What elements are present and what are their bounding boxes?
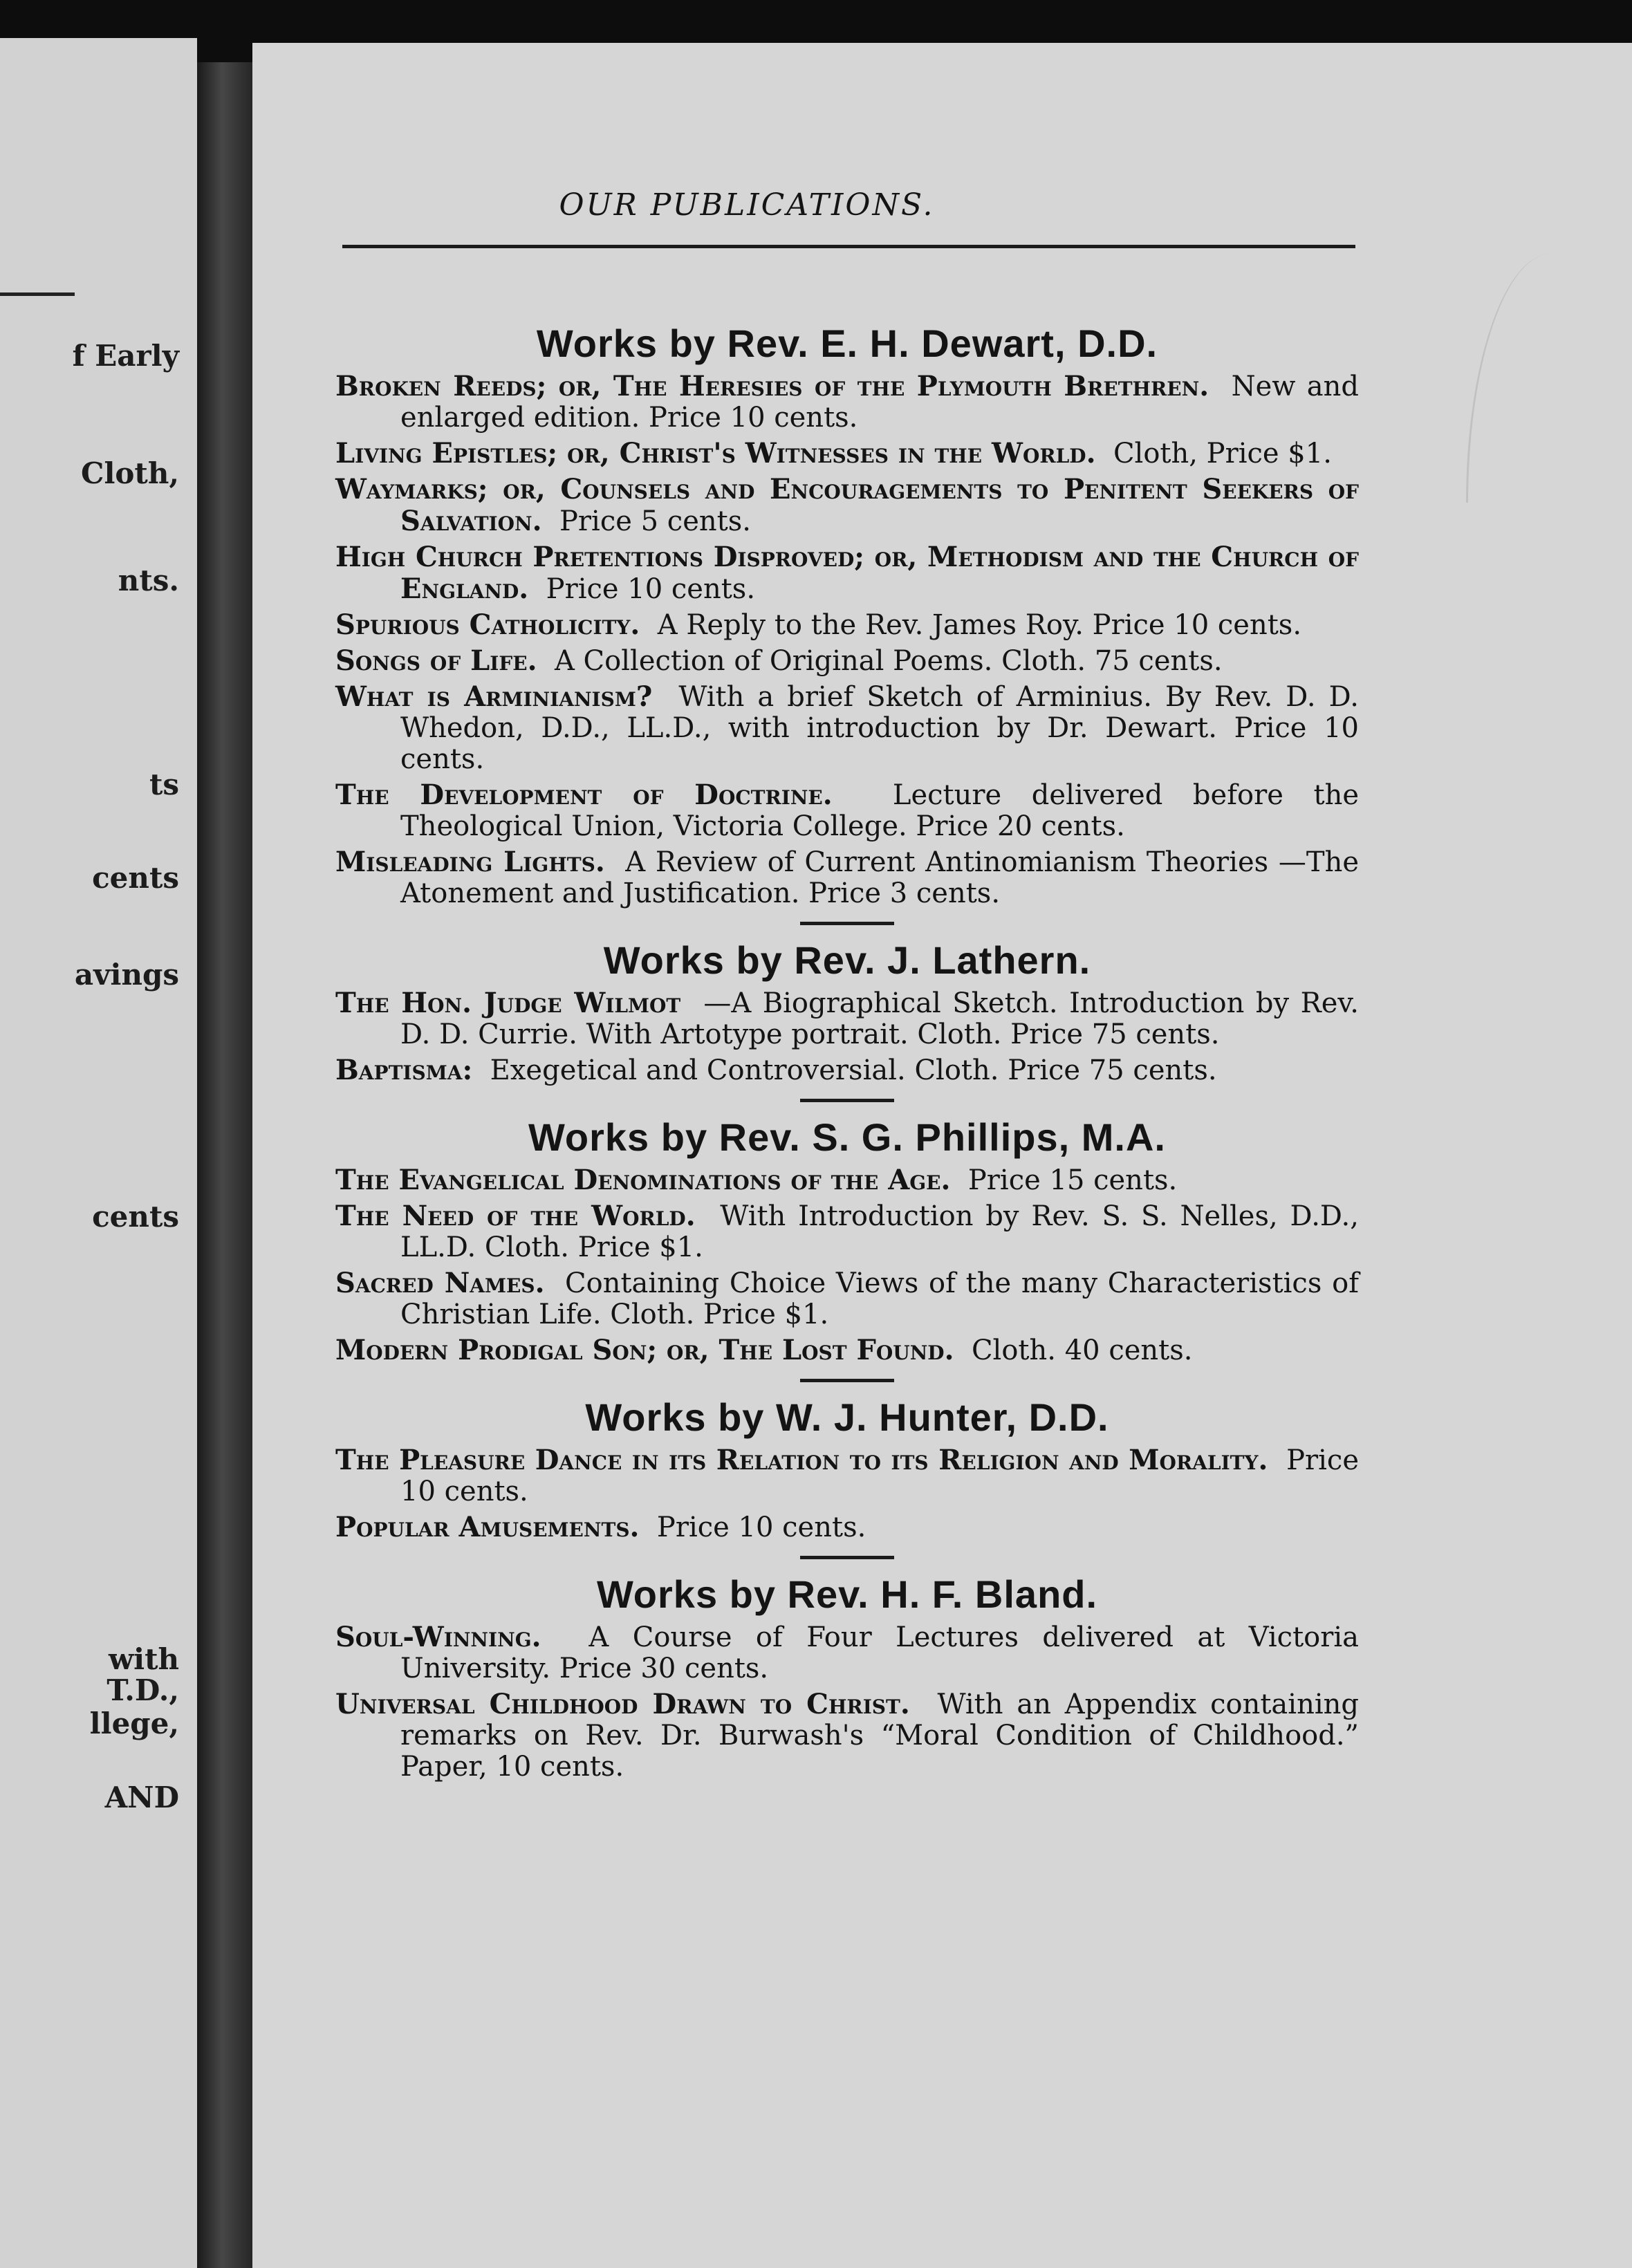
left-page-fragment: llege, xyxy=(89,1707,179,1740)
works-section xyxy=(335,1379,1359,1543)
book-gutter xyxy=(197,62,252,2268)
publication-details: Price 10 cents. xyxy=(656,1512,866,1543)
publication-title: The Pleasure Dance in its Relation to its Religion and Morality. xyxy=(335,1444,1268,1476)
publication-entry xyxy=(335,371,1359,434)
publication-entry xyxy=(335,1512,1359,1543)
publication-entry xyxy=(335,681,1359,775)
section-title: Works by Rev. E. H. Dewart, D.D. xyxy=(536,322,1158,365)
section-divider xyxy=(800,1556,894,1559)
publication-entry xyxy=(335,645,1359,677)
publication-title: The Need of the World. xyxy=(335,1200,696,1232)
left-page-fragment: cents xyxy=(92,1200,179,1234)
publication-details: Price 10 cents. xyxy=(546,573,756,605)
left-page-fragment: T.D., xyxy=(106,1673,179,1707)
publication-details: Lecture delivered before the Theological Union, Victoria College. Price 20 cents. xyxy=(400,779,1359,842)
publication-details: With a brief Sketch of Arminius. By Rev. D. D. Whedon, D.D., LL.D., with introduction by Dr. Dewart. Price 10 cents. xyxy=(400,681,1360,775)
publication-details: Price 15 cents. xyxy=(967,1164,1178,1196)
section-title: Works by Rev. S. G. Phillips, M.A. xyxy=(528,1115,1166,1159)
publication-details: A Course of Four Lectures delivered at Victoria University. Price 30 cents. xyxy=(400,1621,1359,1684)
section-title: Works by Rev. H. F. Bland. xyxy=(596,1572,1098,1616)
publication-title: Broken Reeds; or, The Heresies of the Plymouth Brethren. xyxy=(335,370,1209,402)
left-page-fragment: f Early xyxy=(72,339,179,373)
publication-title: Living Epistles; or, Christ's Witnesses in the World. xyxy=(335,437,1096,470)
publication-title: Songs of Life. xyxy=(335,644,537,677)
publication-details: Containing Choice Views of the many Characteristics of Christian Life. Cloth. Price $1. xyxy=(400,1267,1359,1330)
left-page-fragment: nts. xyxy=(118,564,179,597)
left-page-fragment: with xyxy=(108,1642,179,1676)
publication-title: Misleading Lights. xyxy=(335,846,605,878)
publication-title: The Hon. Judge Wilmot xyxy=(335,987,681,1019)
publication-details: Price 10 cents. xyxy=(400,1444,1359,1507)
publication-title: High Church Pretentions Disproved; or, Methodism and the Church of England. xyxy=(335,541,1359,605)
publication-title: Popular Amusements. xyxy=(335,1511,640,1543)
publication-details: Cloth, Price $1. xyxy=(1113,438,1332,470)
publication-title: Baptisma: xyxy=(335,1054,473,1086)
publication-entry xyxy=(335,1335,1359,1366)
left-page-fragment: cents xyxy=(92,861,179,895)
publication-title: Spurious Catholicity. xyxy=(335,608,640,641)
section-title: Works by W. J. Hunter, D.D. xyxy=(585,1395,1109,1439)
works-section xyxy=(335,1556,1359,1783)
publication-title: What is Arminianism? xyxy=(335,680,653,713)
publication-title: The Development of Doctrine. xyxy=(335,779,833,811)
section-title: Works by Rev. J. Lathern. xyxy=(603,938,1091,982)
left-page-edge xyxy=(0,38,197,2268)
publication-title: Waymarks; or, Counsels and Encouragements to Penitent Seekers of Salvation. xyxy=(335,473,1359,537)
book-page xyxy=(252,43,1632,2268)
left-page-fragment: ts xyxy=(149,768,179,801)
publication-entry xyxy=(335,987,1359,1050)
publication-entry xyxy=(335,609,1359,641)
publication-details: With an Appendix containing remarks on Rev. Dr. Burwash's “Moral Condition of Childhood.” Paper, 10 cents. xyxy=(400,1689,1359,1783)
publication-details: A Review of Current Antinomianism Theories —The Atonement and Justification. Price 3 cents. xyxy=(400,846,1360,909)
publication-entry xyxy=(335,1444,1359,1507)
left-page-fragment: avings xyxy=(74,958,179,992)
header-rule xyxy=(342,245,1355,248)
section-divider xyxy=(800,922,894,925)
left-page-fragment: Cloth, xyxy=(81,456,179,490)
section-divider xyxy=(800,1099,894,1102)
publication-details: Cloth. 40 cents. xyxy=(971,1335,1193,1366)
publication-details: With Introduction by Rev. S. S. Nelles, D.D., LL.D. Cloth. Price $1. xyxy=(400,1200,1359,1263)
publication-title: Universal Childhood Drawn to Christ. xyxy=(335,1688,910,1720)
publication-entry xyxy=(335,846,1359,909)
publication-title: Soul-Winning. xyxy=(335,1621,541,1653)
publication-details: —A Biographical Sketch. Introduction by Rev. D. D. Currie. With Artotype portrait. Cloth. Price 75 cents. xyxy=(400,987,1359,1050)
publication-entry xyxy=(335,541,1359,605)
left-page-rule xyxy=(0,292,75,296)
publication-details: A Reply to the Rev. James Roy. Price 10 cents. xyxy=(657,609,1302,641)
publication-details: Price 5 cents. xyxy=(559,505,751,537)
works-section xyxy=(335,1099,1359,1366)
works-section xyxy=(335,319,1359,909)
left-page-fragment: AND xyxy=(104,1781,179,1814)
publication-entry xyxy=(335,1621,1359,1684)
publication-title: The Evangelical Denominations of the Age. xyxy=(335,1164,951,1196)
publication-title: Modern Prodigal Son; or, The Lost Found. xyxy=(335,1334,954,1366)
publication-details: Exegetical and Controversial. Cloth. Price 75 cents. xyxy=(490,1054,1217,1086)
publication-entry xyxy=(335,1054,1359,1086)
publication-entry xyxy=(335,1164,1359,1196)
publication-entry xyxy=(335,1200,1359,1263)
page-crease xyxy=(1466,254,1551,503)
publications-list xyxy=(335,319,1359,1787)
publication-entry xyxy=(335,474,1359,537)
works-section xyxy=(335,922,1359,1086)
publication-entry xyxy=(335,1267,1359,1330)
section-divider xyxy=(800,1379,894,1382)
publication-entry xyxy=(335,438,1359,470)
publication-details: A Collection of Original Poems. Cloth. 75 cents. xyxy=(554,645,1223,677)
publication-title: Sacred Names. xyxy=(335,1267,545,1299)
publication-details: New and enlarged edition. Price 10 cents. xyxy=(400,371,1359,434)
publication-entry xyxy=(335,1689,1359,1783)
publication-entry xyxy=(335,779,1359,842)
page-header: OUR PUBLICATIONS. xyxy=(559,187,935,223)
